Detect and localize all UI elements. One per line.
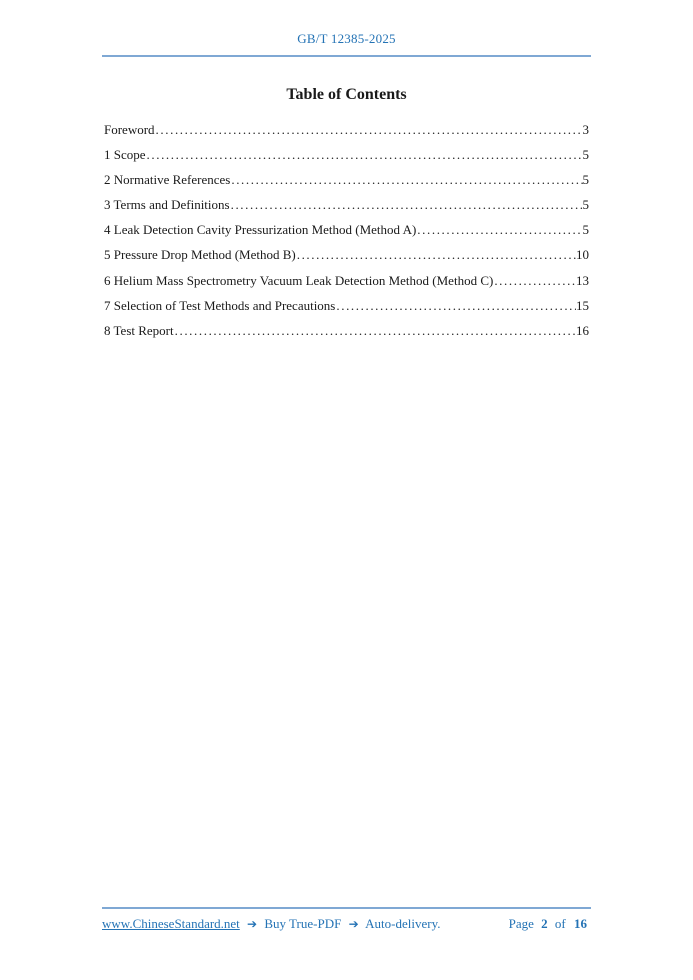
toc-dot-leader <box>175 318 576 343</box>
toc-entry-label: 2 Normative References <box>104 172 231 188</box>
toc-entry-method-a <box>104 217 589 242</box>
header-divider <box>102 55 591 57</box>
page-footer <box>102 907 591 932</box>
toc-entry-page: 5 <box>582 222 589 238</box>
toc-entry-label: 5 Pressure Drop Method (Method B) <box>104 247 296 263</box>
toc-entry-page: 10 <box>576 247 589 263</box>
footer-source-line <box>102 916 441 932</box>
toc-entry-page: 16 <box>576 322 589 338</box>
toc-dot-leader <box>231 167 582 192</box>
toc-entry-label: Foreword <box>104 122 155 137</box>
page-label: Page <box>508 916 534 931</box>
toc-entry-page: 5 <box>582 172 589 188</box>
right-arrow-icon: ➔ <box>247 917 258 931</box>
toc-entry-method-c <box>104 268 589 293</box>
toc-entry-normative-references <box>104 167 589 192</box>
current-page-number: 2 <box>541 916 548 931</box>
toc-dot-leader <box>494 268 576 293</box>
toc-dot-leader <box>147 142 583 167</box>
toc-dot-leader <box>156 117 583 142</box>
footer-delivery-text: Auto-delivery. <box>365 916 441 931</box>
toc-entry-label: 7 Selection of Test Methods and Precautions <box>104 297 336 313</box>
toc-entry-page: 15 <box>576 297 589 313</box>
toc-entry-test-report <box>104 318 589 343</box>
toc-entry-foreword <box>104 117 589 142</box>
toc-entry-method-b <box>104 242 589 267</box>
toc-entry-page: 5 <box>582 147 589 163</box>
toc-entry-page: 3 <box>582 122 589 137</box>
toc-dot-leader <box>336 293 576 318</box>
page-title: Table of Contents <box>286 86 407 103</box>
toc-entry-label: 6 Helium Mass Spectrometry Vacuum Leak Detection Method (Method C) <box>104 272 494 288</box>
toc-entry-scope <box>104 142 589 167</box>
toc-entry-label: 8 Test Report <box>104 322 174 338</box>
toc-dot-leader <box>417 217 582 242</box>
of-label: of <box>554 916 566 931</box>
footer-buy-text: Buy True-PDF <box>264 916 342 931</box>
toc-entry-page: 13 <box>576 272 589 288</box>
toc-dot-leader <box>297 242 576 267</box>
toc-entry-label: 4 Leak Detection Cavity Pressurization Method (Method A) <box>104 222 417 238</box>
footer-site-link[interactable]: www.ChineseStandard.net <box>102 916 240 931</box>
total-page-number: 16 <box>574 916 587 931</box>
toc-list <box>104 117 589 343</box>
toc-entry-page: 5 <box>582 197 589 213</box>
toc-entry-selection-methods <box>104 293 589 318</box>
toc-entry-label: 3 Terms and Definitions <box>104 197 230 213</box>
document-number: GB/T 12385-2025 <box>297 31 396 46</box>
right-arrow-icon: ➔ <box>348 917 359 931</box>
toc-entry-terms-definitions <box>104 192 589 217</box>
footer-page-indicator <box>509 916 591 932</box>
toc-dot-leader <box>231 192 583 217</box>
toc-entry-label: 1 Scope <box>104 147 146 163</box>
